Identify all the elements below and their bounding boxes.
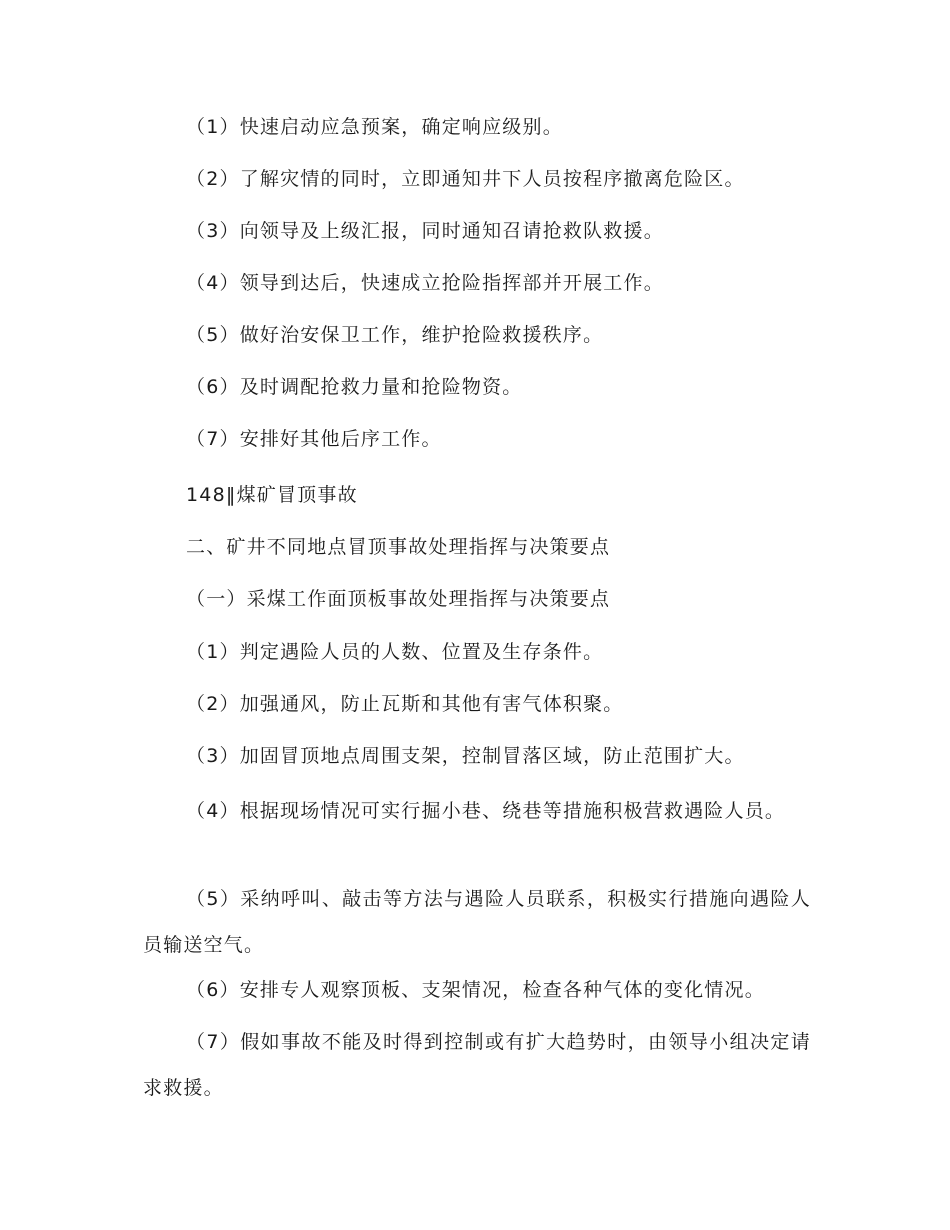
paragraph: （5）采纳呼叫、敲击等方法与遇险人员联系，积极实行措施向遇险人员输送空气。 <box>143 888 811 956</box>
list-item: （6）及时调配抢救力量和抢险物资。 <box>186 376 523 398</box>
subsection-heading: （一）采煤工作面顶板事故处理指挥与决策要点 <box>186 588 611 610</box>
paragraph: （7）假如事故不能及时得到控制或有扩大趋势时，由领导小组决定请求救援。 <box>143 1031 811 1099</box>
list-item: （2）加强通风，防止瓦斯和其他有害气体积聚。 <box>186 693 624 715</box>
list-item: （3）加固冒顶地点周围支架，控制冒落区域，防止范围扩大。 <box>186 745 745 767</box>
paragraph: （4）根据现场情况可实行掘小巷、绕巷等措施积极营救遇险人员。 <box>186 800 786 822</box>
list-item: （7）安排好其他后序工作。 <box>186 428 442 450</box>
list-item: （5）做好治安保卫工作，维护抢险救援秩序。 <box>186 324 604 346</box>
list-item: （1）判定遇险人员的人数、位置及生存条件。 <box>186 641 604 663</box>
section-heading: 二、矿井不同地点冒顶事故处理指挥与决策要点 <box>186 536 611 558</box>
list-item: （4）领导到达后，快速成立抢险指挥部并开展工作。 <box>186 272 664 294</box>
list-item: （1）快速启动应急预案，确定响应级别。 <box>186 116 563 138</box>
list-item: （2）了解灾情的同时，立即通知井下人员按程序撤离危险区。 <box>186 168 745 190</box>
paragraph: （6）安排专人观察顶板、支架情况，检查各种气体的变化情况。 <box>186 979 765 1001</box>
page-header: 148‖煤矿冒顶事故 <box>186 484 358 506</box>
list-item: （3）向领导及上级汇报，同时通知召请抢救队救援。 <box>186 220 664 242</box>
